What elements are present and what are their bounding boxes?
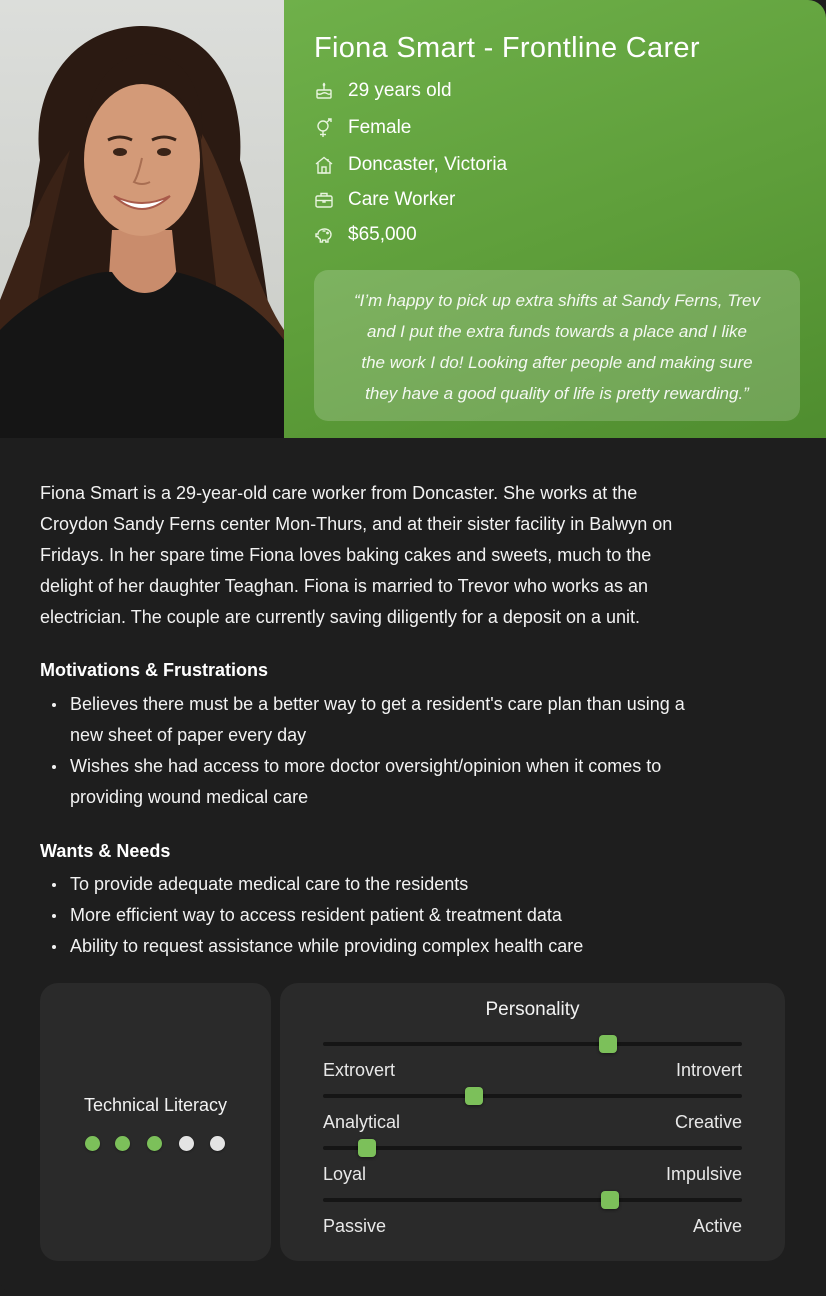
slider-thumb: [601, 1191, 619, 1209]
persona-name: Fiona Smart - Frontline Carer: [314, 32, 700, 64]
personality-slider-loyal-impulsive: [323, 1146, 742, 1198]
list-item: More efficient way to access resident patient & treatment data: [70, 900, 800, 931]
persona-bio: [40, 478, 790, 633]
rating-dot-filled: [115, 1136, 130, 1151]
quote-line: and I put the extra funds towards a place and I like: [367, 322, 747, 341]
slider-thumb: [358, 1139, 376, 1157]
list-item: [70, 751, 800, 813]
rating-dot-filled: [147, 1136, 162, 1151]
slider-label-left: Analytical: [323, 1112, 401, 1132]
bio-line: Fridays. In her spare time Fiona loves baking cakes and sweets, much to the: [40, 545, 652, 565]
persona-quote: [314, 270, 800, 421]
fact-occupation: [314, 189, 455, 211]
rating-dot-filled: [85, 1136, 100, 1151]
profile-panel: [284, 0, 826, 438]
list-item-line: providing wound medical care: [70, 787, 309, 807]
fact-gender: [314, 117, 411, 139]
personality-panel: [280, 983, 785, 1261]
age-text: 29 years old: [348, 80, 452, 101]
bio-line: Croydon Sandy Ferns center Mon-Thurs, and at their sister facility in Balwyn on: [40, 514, 673, 534]
gender-icon: [314, 118, 334, 138]
list-item: [70, 689, 800, 751]
fact-income: [314, 224, 417, 246]
persona-photo: [0, 0, 284, 438]
slider-track: [323, 1094, 742, 1098]
wants-list: [70, 869, 800, 962]
technical-literacy-title: Technical Literacy: [83, 1095, 228, 1115]
portrait-illustration: [0, 0, 284, 438]
quote-line: the work I do! Looking after people and making sure: [361, 353, 753, 372]
slider-label-left: Loyal: [323, 1164, 367, 1184]
fact-age: [314, 80, 452, 102]
technical-literacy-panel: [40, 983, 271, 1261]
rating-dot-empty: [210, 1136, 225, 1151]
personality-slider-analytical-creative: [323, 1094, 742, 1146]
slider-label-left: Passive: [323, 1216, 387, 1236]
personality-title: Personality: [485, 999, 580, 1020]
list-item: To provide adequate medical care to the residents: [70, 869, 800, 900]
gender-text: Female: [348, 117, 412, 138]
motivations-heading: Motivations & Frustrations: [40, 660, 269, 680]
briefcase-icon: [314, 190, 334, 210]
personality-slider-extrovert-introvert: [323, 1042, 742, 1094]
motivations-list: [70, 689, 800, 813]
slider-track: [323, 1042, 742, 1046]
slider-label-right: Impulsive: [665, 1164, 742, 1184]
house-icon: [314, 155, 334, 175]
slider-track: [323, 1146, 742, 1150]
list-item-line: new sheet of paper every day: [70, 725, 307, 745]
list-item: Ability to request assistance while providing complex health care: [70, 931, 800, 962]
birthday-cake-icon: [314, 81, 334, 101]
quote-line: they have a good quality of life is pretty rewarding.”: [365, 384, 749, 403]
slider-label-right: Active: [692, 1216, 742, 1236]
bio-line: delight of her daughter Teaghan. Fiona is married to Trevor who works as an: [40, 576, 649, 596]
slider-thumb: [599, 1035, 617, 1053]
personality-slider-passive-active: [323, 1198, 742, 1250]
income-text: $65,000: [348, 224, 417, 245]
slider-label-left: Extrovert: [323, 1060, 396, 1080]
occupation-text: Care Worker: [348, 189, 456, 210]
slider-track: [323, 1198, 742, 1202]
technical-literacy-rating: [85, 1136, 235, 1152]
rating-dot-empty: [179, 1136, 194, 1151]
slider-label-right: Creative: [674, 1112, 742, 1132]
fact-location: [314, 154, 507, 176]
list-item-line: Wishes she had access to more doctor oversight/opinion when it comes to: [70, 756, 662, 776]
persona-header: [0, 0, 826, 438]
location-text: Doncaster, Victoria: [348, 154, 508, 175]
wants-heading: Wants & Needs: [40, 841, 171, 861]
quote-line: “I’m happy to pick up extra shifts at Sandy Ferns, Trev: [354, 291, 760, 310]
bio-line: electrician. The couple are currently saving diligently for a deposit on a unit.: [40, 607, 641, 627]
bio-line: Fiona Smart is a 29-year-old care worker from Doncaster. She works at the: [40, 483, 638, 503]
slider-thumb: [465, 1087, 483, 1105]
piggy-bank-icon: [314, 225, 334, 245]
list-item-line: Believes there must be a better way to get a resident's care plan than using a: [70, 694, 685, 714]
slider-label-right: Introvert: [675, 1060, 742, 1080]
